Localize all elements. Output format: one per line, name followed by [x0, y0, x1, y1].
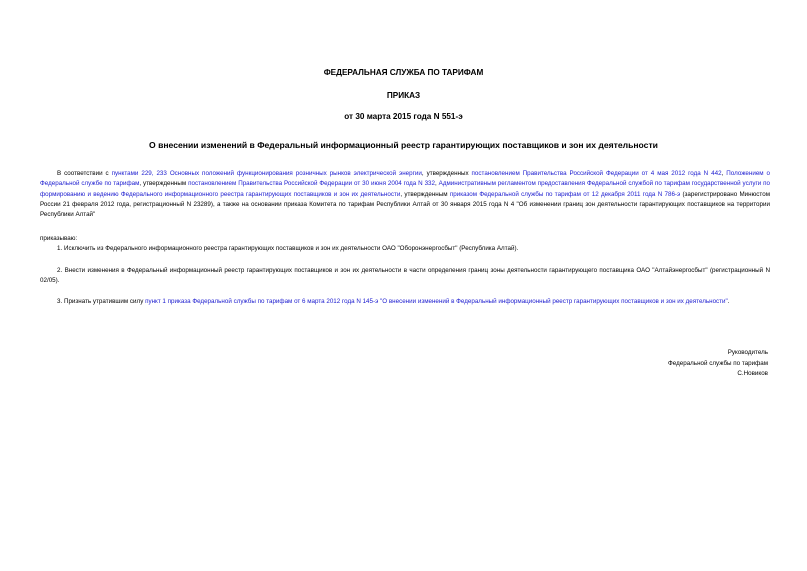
preamble-text: , — [435, 180, 439, 188]
preamble-block — [40, 169, 770, 220]
signature-name: С.Новиков — [737, 370, 768, 377]
order-item-3-prefix: 3. Признать утратившим силу — [57, 298, 146, 305]
order-item-3-suffix: . — [727, 298, 730, 305]
date-number-heading: от 30 марта 2015 года N 551-э — [344, 112, 463, 121]
order-item-3 — [40, 297, 770, 307]
link-fst-order-786[interactable]: приказом Федеральной службы по тарифам от 12 декабря 2011 года N 786-э — [449, 190, 681, 198]
preamble-text: (зарегистрировано Минюстом России 21 февраля 2012 года, регистрационный N 23289), а также на основании приказа Комитета по тарифам Республики Алтай от 30 января 2015 года N 4 "Об изменении границ зон деятельности гарантирующих поставщиков на территории Республики Алтай" — [40, 190, 770, 219]
doc-type-heading: ПРИКАЗ — [386, 91, 421, 100]
link-retail-market-rules[interactable]: пунктами 229, 233 Основных положений функционирования розничных рынков электрической энергии — [111, 170, 422, 177]
link-fst-order-145[interactable]: пункт 1 приказа Федеральной службы по тарифам от 6 марта 2012 года N 145-э "О внесении изменений в Федеральный информационный реестр гарантирующих поставщиков и зон их деятельности" — [145, 298, 728, 305]
link-government-decree-442[interactable]: постановлением Правительства Российской Федерации от 4 мая 2012 года N 442 — [471, 170, 722, 177]
order-word: приказываю: — [40, 235, 78, 242]
preamble-paragraph — [40, 169, 770, 220]
signature-position: Руководитель — [727, 349, 768, 356]
preamble-text: , утвержденных — [421, 170, 472, 177]
link-administrative-regulation[interactable]: Административным регламентом предоставления Федеральной службой по тарифам государственной услуги по формированию и ведению Федерального информационного реестра гарантирующих поставщиков и зон их деятельности — [40, 180, 770, 198]
link-government-decree-332[interactable]: постановлением Правительства Российской Федерации от 30 июня 2004 года N 332 — [188, 180, 436, 188]
preamble-text: , утвержденным — [139, 180, 189, 188]
order-item-1: 1. Исключить из Федерального информационного реестра гарантирующих поставщиков и зон их деятельности ОАО "Оборонэнергосбыт" (Республика Алтай). — [57, 245, 519, 252]
document-title: О внесении изменений в Федеральный информационный реестр гарантирующих поставщиков и зон их деятельности — [149, 140, 658, 150]
signature-block — [668, 348, 768, 380]
preamble-text: , утвержденным — [400, 190, 450, 198]
signature-organization: Федеральной службы по тарифам — [668, 359, 768, 367]
agency-heading: ФЕДЕРАЛЬНАЯ СЛУЖБА ПО ТАРИФАМ — [323, 68, 484, 77]
link-fst-regulation[interactable]: Положением о Федеральной службе по тарифам — [40, 170, 771, 188]
order-item-3-paragraph — [40, 297, 770, 307]
preamble-text: В соответствии с — [57, 170, 112, 177]
preamble-text: , — [721, 170, 727, 177]
order-item-2: 2. Внести изменения в Федеральный информационный реестр гарантирующих поставщиков и зон их деятельности в части определения границ зоны деятельности гарантирующего поставщика ОАО "Алтайэнергосбыт" (регистрационный N 02/05). — [40, 267, 770, 285]
